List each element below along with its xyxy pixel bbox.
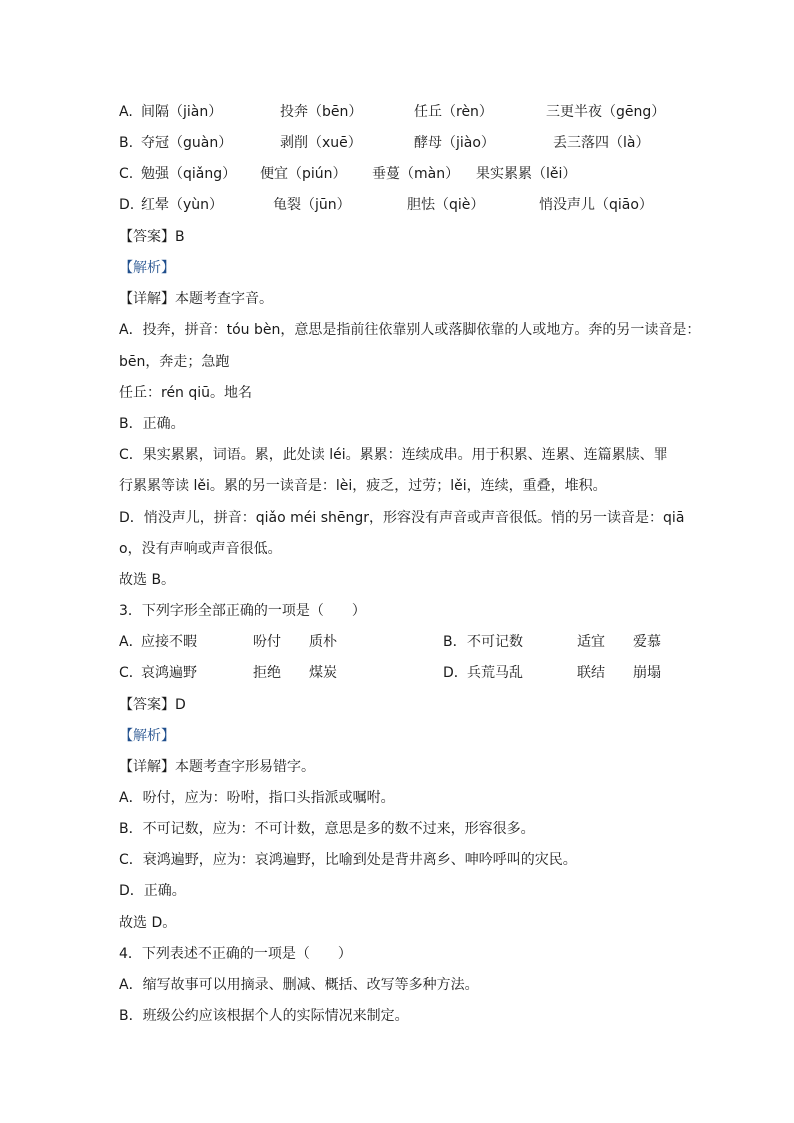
q2-option-b-item-1: 夺冠（guàn）: [141, 135, 233, 151]
q2-option-b-item-4: 丢三落四（là）: [553, 135, 650, 151]
q2-option-c-label: C.: [119, 166, 134, 182]
q2-analysis-a-line-1: A．投奔，拼音：tóu bèn，意思是指前往依靠别人或落脚依靠的人或地方。奔的另一读音是：: [119, 322, 701, 338]
q2-analysis-c-line-1: C．果实累累，词语。累，此处读 léi。累累：连续成串。用于积累、连累、连篇累牍、罪: [119, 447, 668, 463]
q2-analysis-b: B．正确。: [119, 416, 185, 432]
q2-option-a-item-2: 投奔（bēn）: [280, 104, 363, 120]
q2-option-d-item-2: 龟裂（jūn）: [273, 197, 351, 213]
q2-option-d-label: D.: [119, 197, 135, 213]
q2-option-d-item-4: 悄没声儿（qiāo）: [539, 197, 653, 213]
q3-option-b-item-3: 爱慕: [633, 634, 661, 650]
q3-option-a-item-3: 质朴: [309, 634, 337, 650]
q3-option-a-item-1: 应接不暇: [141, 634, 197, 650]
q2-option-a-item-4: 三更半夜（gēng）: [546, 104, 666, 120]
q2-detail-intro: 【详解】本题考查字音。: [119, 291, 273, 307]
q2-option-a-label: A.: [119, 104, 133, 120]
q3-analysis-heading: 【解析】: [119, 728, 175, 744]
q3-analysis-d: D．正确。: [119, 883, 186, 899]
q3-option-c-item-1: 哀鸿遍野: [141, 665, 197, 681]
q3-option-b-item-2: 适宜: [577, 634, 605, 650]
q3-analysis-b: B．不可记数，应为：不可计数，意思是多的数不过来，形容很多。: [119, 821, 535, 837]
q2-option-c-item-1: 勉强（qiǎng）: [141, 166, 237, 182]
q3-option-b-label: B．: [443, 634, 467, 650]
q3-option-a-item-2: 吩付: [253, 634, 281, 650]
q3-option-c-label: C．: [119, 665, 143, 681]
q2-option-c-item-4: 果实累累（lěi）: [476, 166, 577, 182]
q2-option-d-item-1: 红晕（yùn）: [141, 197, 224, 213]
q3-option-c-item-2: 拒绝: [253, 665, 281, 681]
q2-option-d-item-3: 胆怯（qiè）: [407, 197, 485, 213]
q4-option-b: B．班级公约应该根据个人的实际情况来制定。: [119, 1008, 409, 1024]
q2-option-c-item-3: 垂蔓（màn）: [372, 166, 460, 182]
q3-option-d-item-1: 兵荒马乱: [467, 665, 523, 681]
q3-analysis-c: C．衰鸿遍野，应为：哀鸿遍野，比喻到处是背井离乡、呻吟呼叫的灾民。: [119, 852, 577, 868]
q2-option-b-item-2: 剥削（xuē）: [280, 135, 362, 151]
q3-option-b-item-1: 不可记数: [467, 634, 523, 650]
q2-option-c-item-2: 便宜（piún）: [260, 166, 347, 182]
q3-conclusion: 故选 D。: [119, 915, 177, 931]
q2-analysis-c-line-2: 行累累等读 lěi。累的另一读音是：lèi，疲乏，过劳；lěi，连续，重叠，堆积。: [119, 478, 607, 494]
q3-detail-intro: 【详解】本题考查字形易错字。: [119, 759, 315, 775]
q4-title: 4．下列表述不正确的一项是（ ）: [119, 946, 352, 962]
q3-analysis-a: A．吩付，应为：吩咐，指口头指派或嘱咐。: [119, 790, 395, 806]
q2-analysis-a-line-3: 任丘：rén qiū。地名: [119, 385, 253, 401]
q2-option-a-item-1: 间隔（jiàn）: [141, 104, 223, 120]
q2-answer: 【答案】B: [119, 229, 185, 245]
q3-option-d-label: D．: [443, 665, 468, 681]
q3-title: 3．下列字形全部正确的一项是（ ）: [119, 603, 366, 619]
q3-option-d-item-3: 崩塌: [633, 665, 661, 681]
q2-option-b-item-3: 酵母（jiào）: [414, 135, 495, 151]
q3-answer: 【答案】D: [119, 697, 186, 713]
q2-analysis-d-line-1: D．悄没声儿，拼音：qiǎo méi shēngr，形容没有声音或声音很低。悄的另一读音是：qiā: [119, 510, 685, 526]
q2-analysis-heading: 【解析】: [119, 260, 175, 276]
q3-option-a-label: A．: [119, 634, 143, 650]
q3-option-c-item-3: 煤炭: [309, 665, 337, 681]
q2-analysis-a-line-2: bēn，奔走；急跑: [119, 354, 230, 370]
q2-analysis-d-line-2: o，没有声响或声音很低。: [119, 541, 282, 557]
q2-option-a-item-3: 任丘（rèn）: [414, 104, 493, 120]
q3-option-d-item-2: 联结: [577, 665, 605, 681]
q2-option-b-label: B.: [119, 135, 134, 151]
q2-conclusion: 故选 B。: [119, 572, 176, 588]
q4-option-a: A．缩写故事可以用摘录、删减、概括、改写等多种方法。: [119, 977, 479, 993]
